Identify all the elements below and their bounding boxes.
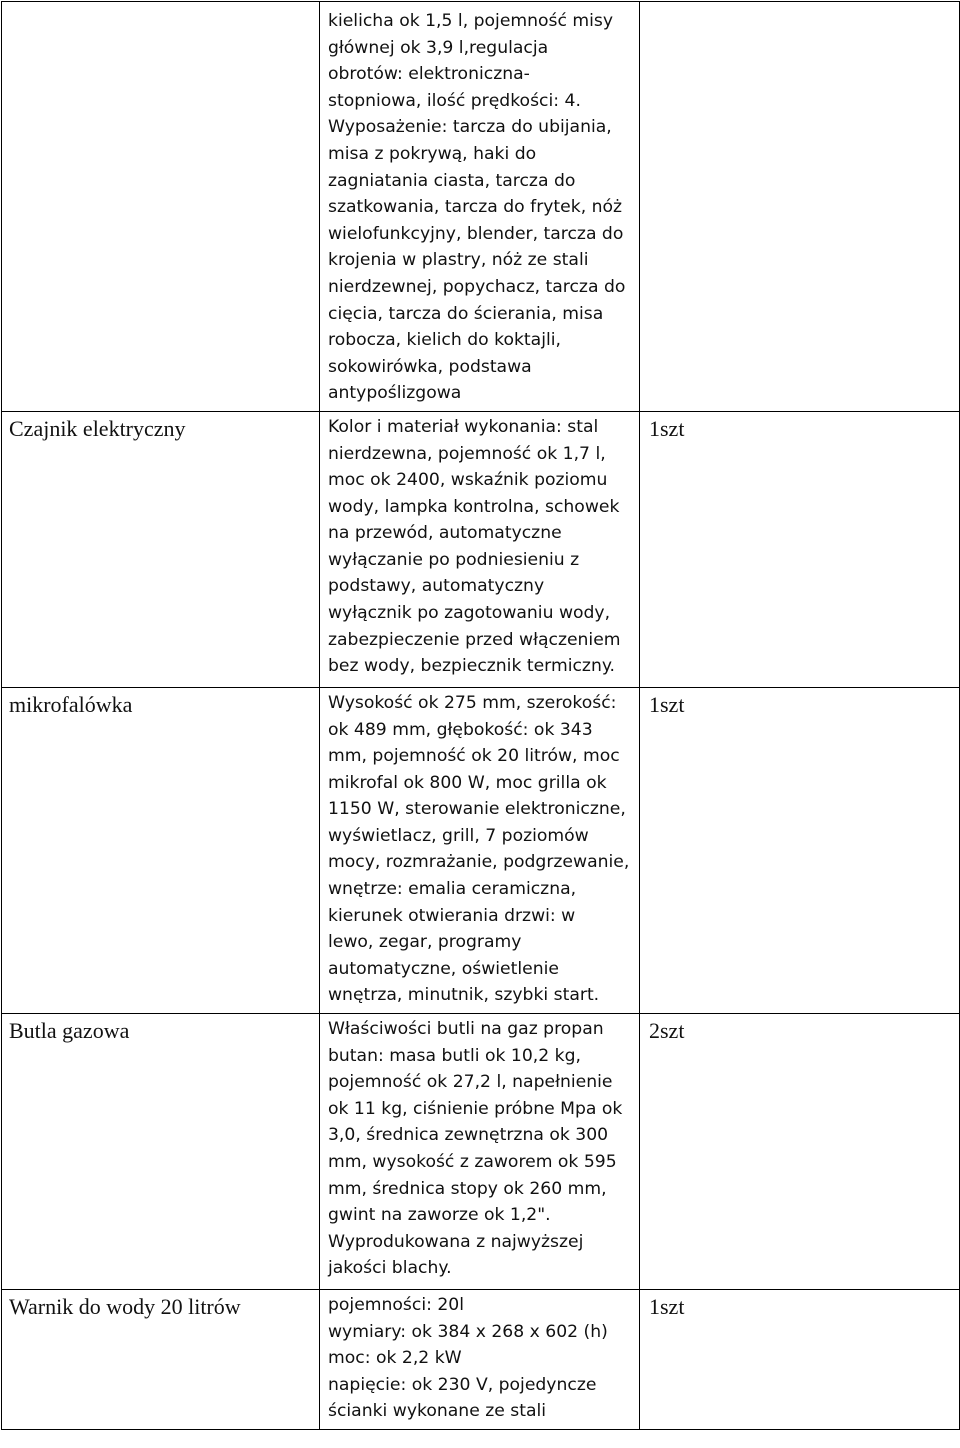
item-quantity <box>640 2 959 6</box>
item-name-cell <box>2 411 320 687</box>
item-description: pojemności: 20l wymiary: ok 384 x 268 x 602 (h) moc: ok 2,2 kW napięcie: ok 230 V, pojedyncze ścianki wykonane ze stali <box>328 1295 608 1422</box>
item-quantity-cell <box>640 1014 960 1290</box>
item-description-cell <box>320 411 640 687</box>
item-quantity-cell <box>640 1290 960 1430</box>
item-name-cell <box>2 1014 320 1290</box>
item-name: mikrofalówka <box>9 691 133 717</box>
item-quantity: 1szt <box>649 1294 685 1320</box>
item-name-cell <box>2 1290 320 1430</box>
item-name-cell <box>2 687 320 1013</box>
item-description: kielicha ok 1,5 l, pojemność misy głównej ok 3,9 l,regulacja obrotów: elektroniczna- stopniowa, ilość prędkości: 4. Wyposażenie: tarcza do ubijania, misa z pokrywą, haki do zagniatania ciasta, tarcza do szatkowania, tarcza do frytek, nóż wielofunkcyjny, blender, tarcza do krojenia w plastry, nóż ze stali nierdzewnej, popychacz, tarcza do cięcia, tarcza do ścierania, misa robocza, kielich do koktajli, sokowirówka, podstawa antypoślizgowa <box>328 11 626 404</box>
equipment-spec-table <box>1 1 960 1430</box>
item-description: Wysokość ok 275 mm, szerokość: ok 489 mm, głębokość: ok 343 mm, pojemność ok 20 litrów, moc mikrofal ok 800 W, moc grilla ok 1150 W, sterowanie elektroniczne, wyświetlacz, grill, 7 poziomów mocy, rozmrażanie, podgrzewanie, wnętrze: emalia ceramiczna, kierunek otwierania drzwi: w lewo, zegar, programy automatyczne, oświetlenie wnętrza, minutnik, szybki start. <box>328 692 630 1006</box>
item-quantity: 1szt <box>649 415 685 441</box>
item-name-cell <box>2 2 320 412</box>
item-description-cell <box>320 2 640 412</box>
item-quantity-cell <box>640 411 960 687</box>
table-row <box>2 411 960 687</box>
item-description: Właściwości butli na gaz propan butan: masa butli ok 10,2 kg, pojemność ok 27,2 l, napełnienie ok 11 kg, ciśnienie próbne Mpa ok 3,0, średnica zewnętrzna ok 300 mm, wysokość z zaworem ok 595 mm, średnica stopy ok 260 mm, gwint na zaworze ok 1,2". Wyprodukowana z najwyższej jakości blachy. <box>328 1019 623 1279</box>
item-quantity: 2szt <box>649 1018 685 1044</box>
item-description-cell <box>320 1290 640 1430</box>
item-quantity-cell <box>640 2 960 412</box>
item-description-cell <box>320 687 640 1013</box>
item-name: Warnik do wody 20 litrów <box>9 1294 241 1320</box>
item-description-cell <box>320 1014 640 1290</box>
item-quantity-cell <box>640 687 960 1013</box>
item-description: Kolor i materiał wykonania: stal nierdzewna, pojemność ok 1,7 l, moc ok 2400, wskaźnik poziomu wody, lampka kontrolna, schowek na przewód, automatyczne wyłączanie po podniesieniu z podstawy, automatyczny wyłącznik po zagotowaniu wody, zabezpieczenie przed włączeniem bez wody, bezpiecznik termiczny. <box>328 416 621 677</box>
item-name: Czajnik elektryczny <box>9 415 186 441</box>
table-row <box>2 1290 960 1430</box>
item-name <box>2 2 319 6</box>
item-quantity: 1szt <box>649 691 685 717</box>
table-row <box>2 2 960 412</box>
table-row <box>2 687 960 1013</box>
table-row <box>2 1014 960 1290</box>
item-name: Butla gazowa <box>9 1018 130 1044</box>
